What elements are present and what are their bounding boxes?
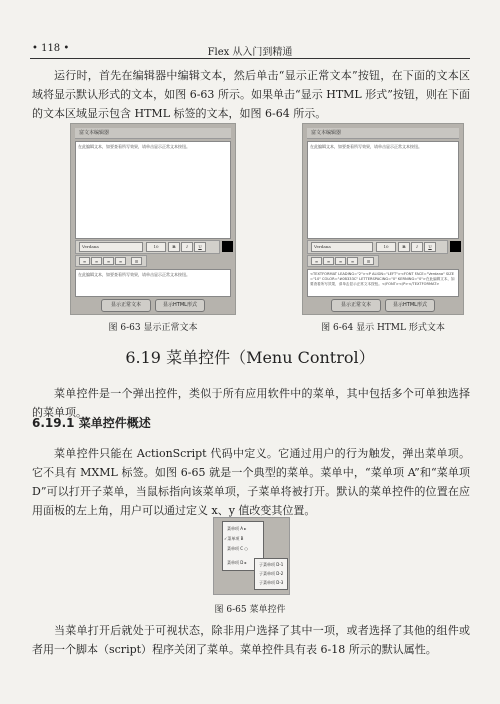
submenu-item[interactable]: 子菜单项 D-1 — [259, 562, 284, 567]
book-title: Flex 从入门到精通 — [207, 47, 293, 58]
submenu-item[interactable]: 子菜单项 D-2 — [259, 571, 284, 576]
checkmark-icon: ✓ — [224, 536, 228, 541]
bold-button[interactable]: B — [398, 242, 410, 252]
bullet-list-icon[interactable]: ☰ — [363, 257, 374, 265]
section-paragraph: 菜单控件是一个弹出控件，类似于所有应用软件中的菜单，其中包括多个可单独选择的菜单项。 — [32, 387, 470, 419]
format-toolbar — [307, 240, 448, 254]
bullet-list-icon[interactable]: ☰ — [131, 257, 142, 265]
figure-6-64-screenshot — [302, 123, 464, 315]
align-left-icon[interactable]: ≡ — [79, 257, 90, 265]
output-text: 在此编辑文本，如要查看所写效果，请单击显示正常文本按钮。 — [78, 272, 190, 277]
font-family-select[interactable]: Verdana — [311, 242, 373, 252]
editor-text: 在此编辑文本，如要查看所写效果，请单击显示正常文本按钮。 — [310, 144, 422, 149]
page-number: • 118 • — [32, 43, 70, 54]
header-rule — [30, 58, 470, 59]
font-family-select[interactable]: Verdana — [79, 242, 143, 252]
menu-item-label: 菜单项 A — [227, 526, 244, 531]
intro-paragraph: 运行时，首先在编辑器中编辑文本，然后单击“显示正常文本”按钮，在下面的文本区域将显示默认形式的文本，如图 6-63 所示。如果单击“显示 HTML 形式”按钮，则在下面的文本区域显示包含 HTML 标签的文本，如图 6-64 所示。 — [32, 69, 470, 120]
align-center-icon[interactable]: ≡ — [323, 257, 334, 265]
italic-button[interactable]: I — [411, 242, 423, 252]
panel-title: 富文本编辑器 — [307, 128, 459, 139]
menu-item-d[interactable] — [227, 560, 247, 566]
align-toolbar — [75, 255, 147, 267]
figure-6-65-caption: 图 6-65 菜单控件 — [214, 605, 286, 615]
show-normal-text-button[interactable]: 显示正常文本 — [101, 299, 151, 312]
underline-button[interactable]: U — [424, 242, 436, 252]
submenu-arrow-icon: ▸ — [244, 526, 247, 531]
editor-text: 在此编辑文本，如要查看所写效果，请单击显示正常文本按钮。 — [78, 144, 190, 149]
align-center-icon[interactable]: ≡ — [91, 257, 102, 265]
figure-6-65-screenshot — [213, 517, 290, 595]
font-size-select[interactable]: 10 — [376, 242, 396, 252]
menu-item-label: 菜单项 B — [227, 536, 244, 541]
justify-icon[interactable]: ≡ — [347, 257, 358, 265]
color-picker[interactable] — [222, 241, 233, 252]
align-right-icon[interactable]: ≡ — [335, 257, 346, 265]
submenu-arrow-icon: ▸ — [244, 560, 247, 565]
subsection-title: 6.19.1 菜单控件概述 — [32, 416, 151, 430]
menu-item-label: 菜单项 C — [227, 546, 244, 551]
font-size-select[interactable]: 10 — [146, 242, 166, 252]
submenu-popup — [254, 558, 288, 590]
output-text-area[interactable] — [75, 269, 231, 297]
subsection-paragraph: 菜单控件只能在 ActionScript 代码中定义。它通过用户的行为触发，弹出菜单项。它不具有 MXML 标签。如图 6-65 就是一个典型的菜单。菜单中，“菜单项 A”和“菜单项 D”可以打开子菜单，当鼠标指向该菜单项，子菜单将被打开。默认的菜单控件的位置在应用面板的左上角，用户可以通过定义 x、y 值改变其位置。 — [32, 447, 470, 517]
output-html-text: <TEXTFORMAT LEADING="2"><P ALIGN="LEFT"><FONT FACE="Verdana" SIZE="10" COLOR="#0B333C" LETTERSPACING="0" KERNING="0">在此编辑文本，如要查看所写效果，请单击显示正常文本按钮。</FONT></P></TEXTFORMAT> — [310, 272, 455, 286]
show-html-button[interactable]: 显示HTML形式 — [155, 299, 205, 312]
align-right-icon[interactable]: ≡ — [103, 257, 114, 265]
show-normal-text-button[interactable]: 显示正常文本 — [331, 299, 381, 312]
align-toolbar — [307, 255, 379, 267]
menu-item-b[interactable] — [224, 536, 243, 542]
figure-6-63-screenshot — [70, 123, 236, 315]
panel-title: 富文本编辑器 — [75, 128, 231, 139]
figure-6-63-caption: 图 6-63 显示正常文本 — [108, 323, 198, 333]
show-html-button[interactable]: 显示HTML形式 — [385, 299, 435, 312]
color-picker[interactable] — [450, 241, 461, 252]
submenu-item[interactable]: 子菜单项 D-3 — [259, 580, 284, 585]
justify-icon[interactable]: ≡ — [115, 257, 126, 265]
italic-button[interactable]: I — [181, 242, 193, 252]
underline-button[interactable]: U — [194, 242, 206, 252]
section-title: 6.19 菜单控件（Menu Control） — [125, 348, 375, 367]
format-toolbar — [75, 240, 220, 254]
figure-6-64-caption: 图 6-64 显示 HTML 形式文本 — [321, 323, 445, 333]
menu-item-label: 菜单项 D — [227, 560, 244, 565]
menu-item-a[interactable] — [227, 526, 246, 532]
bold-button[interactable]: B — [168, 242, 180, 252]
menu-item-c[interactable] — [227, 546, 248, 552]
align-left-icon[interactable]: ≡ — [311, 257, 322, 265]
rich-text-editor-area[interactable] — [75, 141, 231, 239]
rich-text-editor-area[interactable] — [307, 141, 459, 239]
closing-paragraph: 当菜单打开后就处于可视状态，除非用户选择了其中一项，或者选择了其他的组件或者用一个脚本（script）程序关闭了菜单。菜单控件具有表 6-18 所示的默认属性。 — [32, 624, 470, 656]
output-text-area[interactable] — [307, 269, 459, 297]
radio-icon: ○ — [244, 546, 248, 551]
